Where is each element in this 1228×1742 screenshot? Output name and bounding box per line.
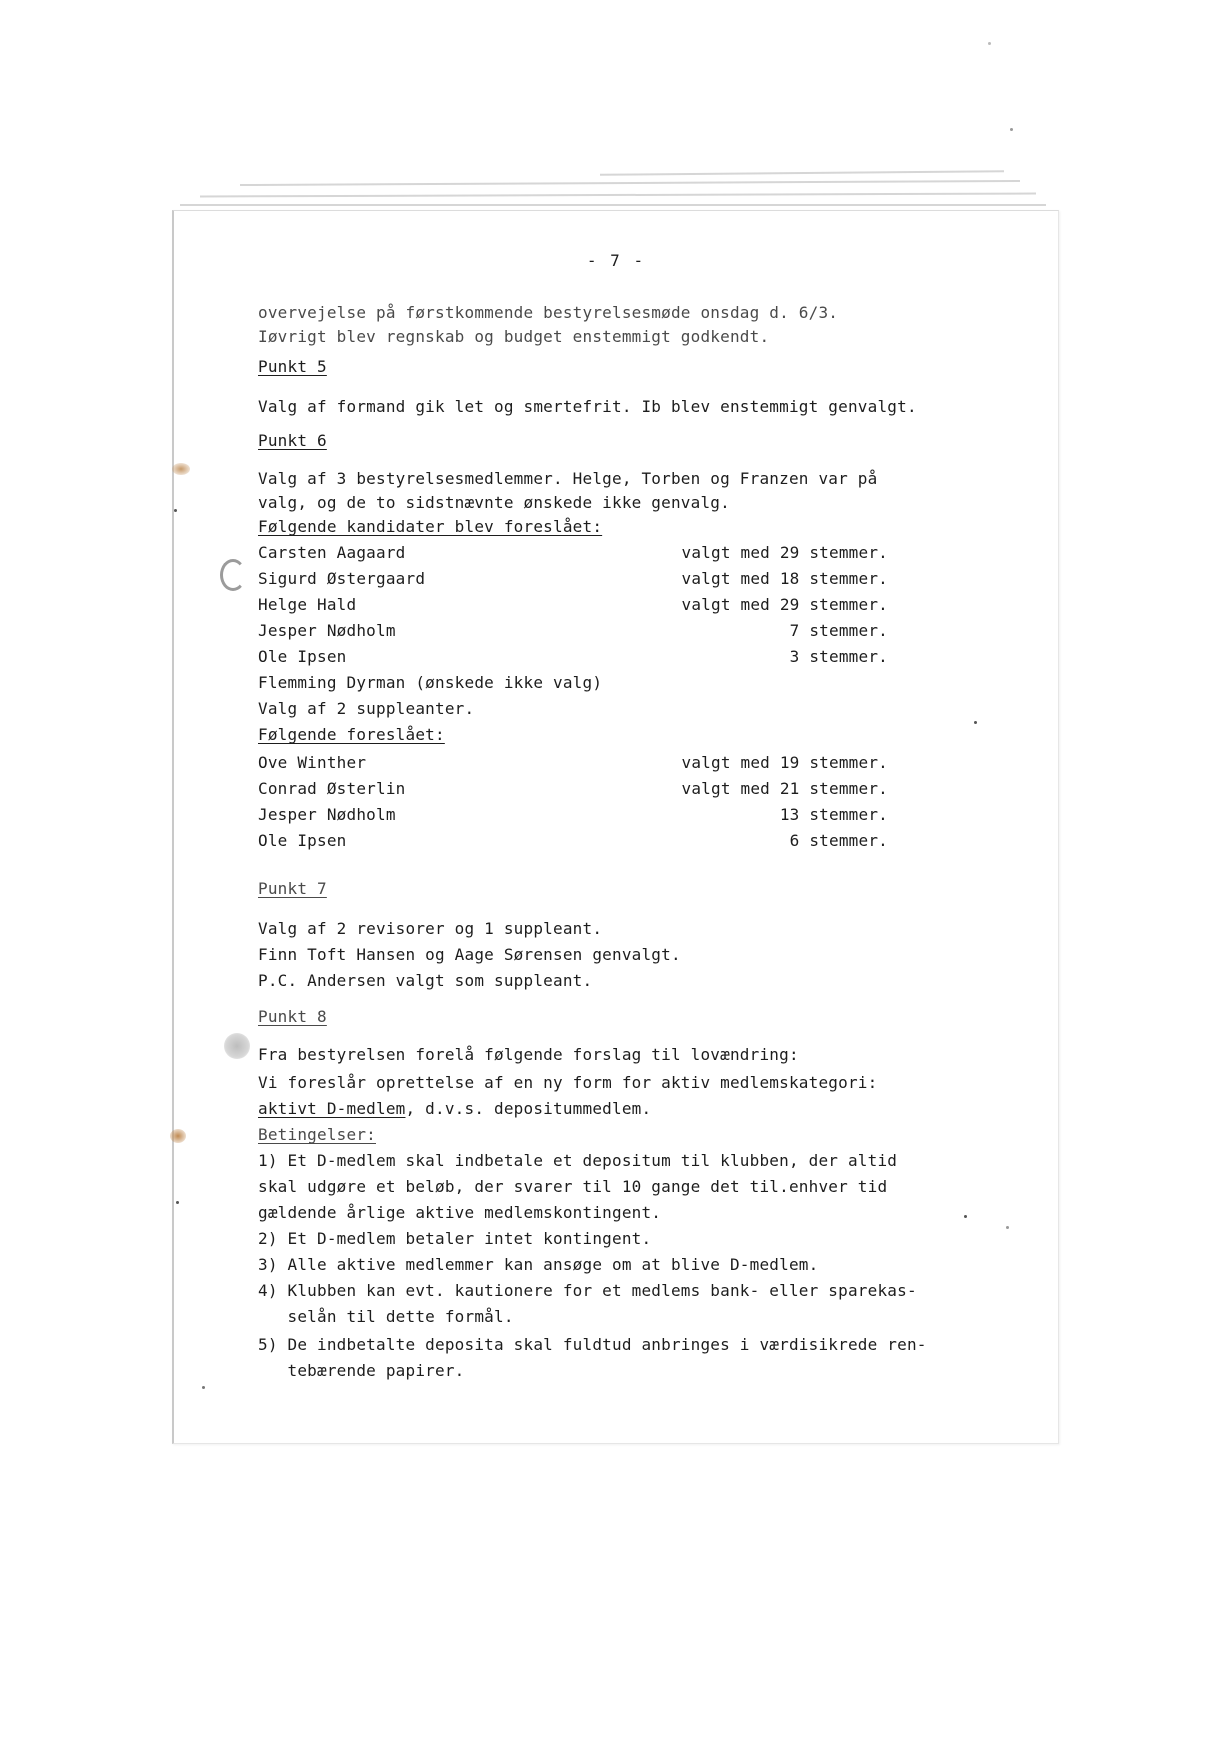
candidate-name: Jesper Nødholm [258, 621, 396, 640]
paper-speck [974, 721, 977, 724]
suppleant-result: 13 stemmer. [779, 805, 888, 824]
page-number: - 7 - [586, 251, 646, 270]
condition-line: 5) De indbetalte deposita skal fuldtud anbringes i værdisikrede ren- [258, 1335, 927, 1354]
punkt-7-line: Finn Toft Hansen og Aage Sørensen genvalgt. [258, 945, 681, 964]
suppleant-name: Ove Winther [258, 753, 367, 772]
section-heading-punkt-5: Punkt 5 [258, 357, 327, 376]
paper-speck [964, 1215, 967, 1218]
d-medlem-definition: , d.v.s. depositummedlem. [405, 1099, 652, 1118]
section-heading-punkt-8: Punkt 8 [258, 1007, 327, 1026]
suppleant-name: Jesper Nødholm [258, 805, 396, 824]
punkt-6-intro-line: Valg af 3 bestyrelsesmedlemmer. Helge, Torben og Franzen var på [258, 469, 878, 488]
candidate-name: Ole Ipsen [258, 647, 347, 666]
suppleant-intro: Valg af 2 suppleanter. [258, 699, 475, 718]
suppleant-name: Ole Ipsen [258, 831, 347, 850]
punkt-6-intro-line: valg, og de to sidstnævnte ønskede ikke genvalg. [258, 493, 730, 512]
condition-line: gældende årlige aktive medlemskontingent. [258, 1203, 662, 1222]
punkt-8-line: Vi foreslår oprettelse af en ny form for aktiv medlemskategori: [258, 1073, 878, 1092]
candidate-name: Sigurd Østergaard [258, 569, 426, 588]
suppleant-result: valgt med 19 stemmer. [681, 753, 888, 772]
candidate-result: valgt med 29 stemmer. [681, 595, 888, 614]
candidate-result: valgt med 18 stemmer. [681, 569, 888, 588]
scan-speck [1006, 1226, 1009, 1229]
condition-line: 3) Alle aktive medlemmer kan ansøge om at blive D-medlem. [258, 1255, 819, 1274]
page-stack-edge [240, 180, 1020, 186]
binding-hole-stain [170, 1129, 186, 1143]
suppleant-result: 6 stemmer. [789, 831, 888, 850]
paper-speck [174, 509, 177, 512]
candidate-name: Carsten Aagaard [258, 543, 406, 562]
section-heading-punkt-6: Punkt 6 [258, 431, 327, 450]
scan-speck [988, 42, 991, 45]
candidate-name: Helge Hald [258, 595, 357, 614]
document-page [172, 210, 1059, 1444]
conditions-heading: Betingelser: [258, 1125, 376, 1144]
binding-hole-stain [220, 559, 246, 591]
binding-hole-stain [172, 463, 190, 475]
condition-line: 4) Klubben kan evt. kautionere for et medlems bank- eller sparekas- [258, 1281, 917, 1300]
page-stack-edge [600, 170, 1004, 176]
punkt-7-line: P.C. Andersen valgt som suppleant. [258, 971, 593, 990]
punkt-7-line: Valg af 2 revisorer og 1 suppleant. [258, 919, 603, 938]
condition-line: 1) Et D-medlem skal indbetale et depositum til klubben, der altid [258, 1151, 898, 1170]
candidate-result: 7 stemmer. [789, 621, 888, 640]
condition-line: 2) Et D-medlem betaler intet kontingent. [258, 1229, 652, 1248]
paper-speck [176, 1201, 179, 1204]
section-heading-punkt-7: Punkt 7 [258, 879, 327, 898]
candidate-result: 3 stemmer. [789, 647, 888, 666]
declined-candidate: Flemming Dyrman (ønskede ikke valg) [258, 673, 603, 692]
condition-line: skal udgøre et beløb, der svarer til 10 gange det til.enhver tid [258, 1177, 888, 1196]
candidates-heading: Følgende kandidater blev foreslået: [258, 517, 603, 536]
suppleant-result: valgt med 21 stemmer. [681, 779, 888, 798]
punkt-8-line: Fra bestyrelsen forelå følgende forslag til lovændring: [258, 1045, 799, 1064]
punkt-5-text: Valg af formand gik let og smertefrit. Ib blev enstemmigt genvalgt. [258, 397, 917, 416]
suppleant-name: Conrad Østerlin [258, 779, 406, 798]
scan-speck [202, 1386, 205, 1389]
page-stack-edge [180, 204, 1046, 206]
binding-hole-stain [224, 1033, 250, 1059]
d-medlem-term: aktivt D-medlem [258, 1099, 406, 1118]
paragraph-line: overvejelse på førstkommende bestyrelsesmøde onsdag d. 6/3. [258, 303, 839, 322]
scan-speck [1010, 128, 1013, 131]
condition-line: selån til dette formål. [258, 1307, 514, 1326]
paragraph-line: Iøvrigt blev regnskab og budget enstemmigt godkendt. [258, 327, 770, 346]
suppleant-heading: Følgende foreslået: [258, 725, 445, 744]
condition-line: tebærende papirer. [258, 1361, 465, 1380]
page-stack-edge [200, 193, 1036, 198]
candidate-result: valgt med 29 stemmer. [681, 543, 888, 562]
punkt-8-line [258, 1099, 651, 1119]
